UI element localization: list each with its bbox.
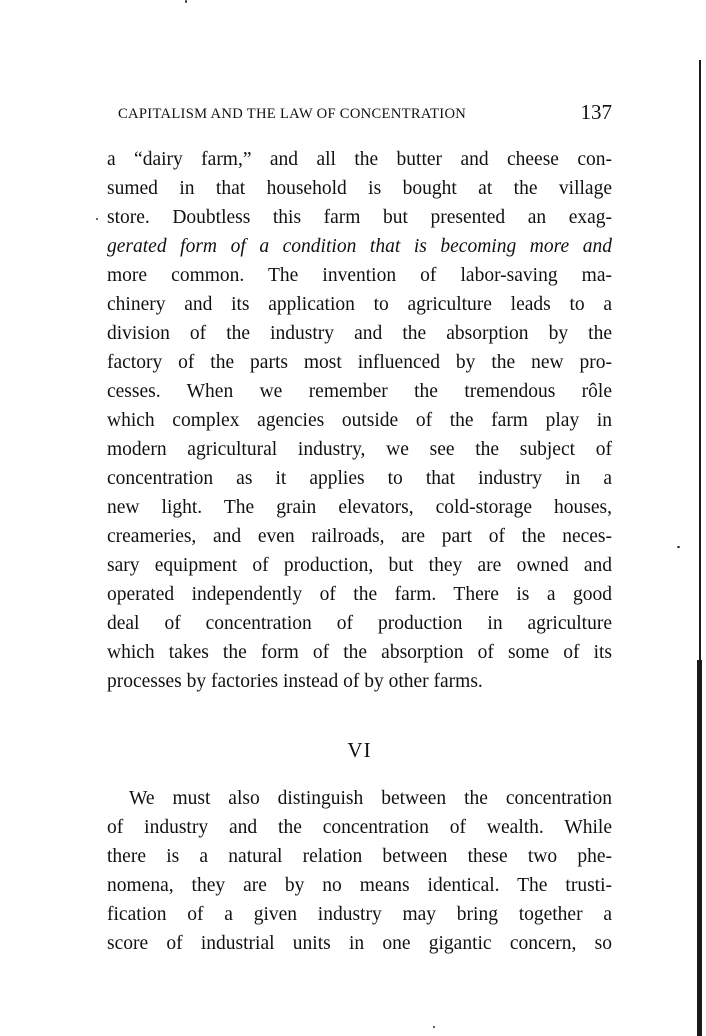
scan-speck bbox=[96, 218, 98, 220]
text-line: there is a natural relation between these two phe- bbox=[107, 846, 612, 867]
text-line: nomena, they are by no means identical. The trusti- bbox=[107, 875, 612, 896]
text-line: which complex agencies outside of the farm play in bbox=[107, 410, 612, 431]
scan-speck bbox=[185, 0, 187, 3]
scan-speck bbox=[677, 546, 680, 548]
text-line: sary equipment of production, but they are owned and bbox=[107, 555, 612, 576]
text-line: store. Doubtless this farm but presented an exag- bbox=[107, 207, 612, 228]
scan-speck bbox=[433, 1026, 435, 1028]
paragraph-one bbox=[107, 145, 612, 696]
running-head bbox=[118, 100, 612, 126]
running-title: CAPITALISM AND THE LAW OF CONCENTRATION bbox=[118, 106, 467, 122]
text-line: operated independently of the farm. There is a good bbox=[107, 584, 612, 605]
text-line: a “dairy farm,” and all the butter and cheese con- bbox=[107, 149, 612, 170]
text-line: cesses. When we remember the tremendous rôle bbox=[107, 381, 612, 402]
text-line: processes by factories instead of by other farms. bbox=[107, 671, 483, 692]
text-line: which takes the form of the absorption of some of its bbox=[107, 642, 612, 663]
paragraph-two bbox=[107, 784, 612, 958]
text-line: fication of a given industry may bring together a bbox=[107, 904, 612, 925]
page-number: 137 bbox=[580, 100, 612, 124]
text-line: of industry and the concentration of wealth. While bbox=[107, 817, 612, 838]
section-heading: VI bbox=[347, 738, 372, 762]
text-line: deal of concentration of production in agriculture bbox=[107, 613, 612, 634]
text-line: concentration as it applies to that industry in a bbox=[107, 468, 612, 489]
text-line: sumed in that household is bought at the village bbox=[107, 178, 612, 199]
text-line: chinery and its application to agriculture leads to a bbox=[107, 294, 612, 315]
text-line: division of the industry and the absorption by the bbox=[107, 323, 612, 344]
text-line: creameries, and even railroads, are part of the neces- bbox=[107, 526, 612, 547]
text-line: new light. The grain elevators, cold-storage houses, bbox=[107, 497, 612, 518]
text-line: more common. The invention of labor-saving ma- bbox=[107, 265, 612, 286]
gutter-edge-shadow bbox=[697, 660, 702, 1036]
text-line: We must also distinguish between the concentration bbox=[129, 788, 612, 809]
text-line: factory of the parts most influenced by the new pro- bbox=[107, 352, 612, 373]
text-line: modern agricultural industry, we see the subject of bbox=[107, 439, 612, 460]
text-line: gerated form of a condition that is becoming more and bbox=[107, 236, 612, 257]
text-line: score of industrial units in one gigantic concern, so bbox=[107, 933, 612, 954]
